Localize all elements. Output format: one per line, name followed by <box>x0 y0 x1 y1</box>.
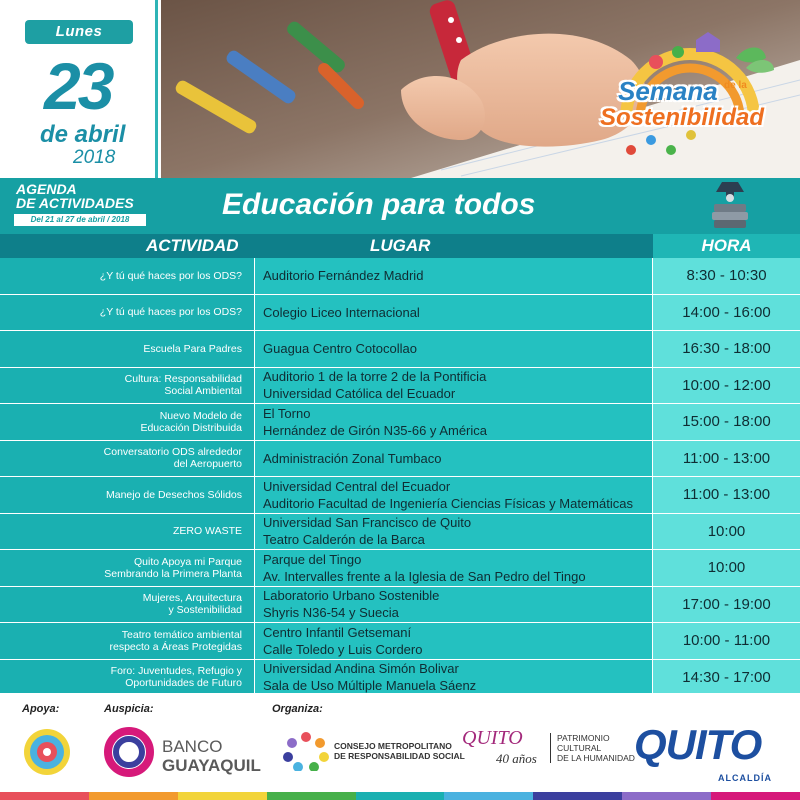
table-row <box>0 441 800 478</box>
agenda-line2: DE ACTIVIDADES <box>16 195 134 211</box>
banco-label: BANCO <box>162 737 223 756</box>
location-line: El Torno <box>263 405 311 421</box>
books-icon <box>704 178 756 234</box>
table-row <box>0 660 800 697</box>
activity-line: Cultura: Responsabilidad <box>124 373 242 386</box>
activity-cell <box>0 331 254 367</box>
activity-line: Social Ambiental <box>164 385 242 398</box>
table-row <box>0 368 800 405</box>
activity-line: y Sostenibilidad <box>168 604 242 617</box>
activities-table <box>0 234 800 696</box>
page-title: Educación para todos <box>222 188 536 221</box>
activity-line: Foro: Juventudes, Refugio y <box>110 665 242 678</box>
location-line: Teatro Calderón de la Barca <box>263 532 425 548</box>
semana-sostenibilidad-badge <box>596 18 784 138</box>
location-line: Parque del Tingo <box>263 551 362 567</box>
location-cell <box>255 258 652 294</box>
location-line: Auditorio Fernández Madrid <box>263 268 424 284</box>
footer <box>0 693 800 800</box>
activity-line: Quito Apoya mi Parque <box>134 555 242 568</box>
location-line: Universidad Central del Ecuador <box>263 478 451 494</box>
location-cell <box>255 660 652 696</box>
time-cell: 8:30 - 10:30 <box>653 258 800 294</box>
activity-line: Escuela Para Padres <box>143 342 242 355</box>
time-cell: 14:30 - 17:00 <box>653 660 800 696</box>
patrimonio-label <box>550 733 635 763</box>
activity-line: respecto a Áreas Protegidas <box>109 640 242 653</box>
activity-line: Manejo de Desechos Sólidos <box>106 488 242 501</box>
guayaquil-label: GUAYAQUIL <box>162 756 261 775</box>
activity-cell <box>0 441 254 477</box>
location-cell <box>255 331 652 367</box>
day-number: 23 <box>44 49 112 123</box>
activity-cell <box>0 258 254 294</box>
activity-cell <box>0 368 254 404</box>
consejo-metropolitano-logo-icon <box>282 731 330 771</box>
activity-line: Oportunidades de Futuro <box>125 677 242 690</box>
location-cell <box>255 477 652 513</box>
time-cell: 10:00 <box>653 550 800 586</box>
time-cell: 15:00 - 18:00 <box>653 404 800 440</box>
location-line: Auditorio Facultad de Ingeniería Ciencias Físicas y Matemáticas <box>263 495 633 511</box>
table-row <box>0 623 800 660</box>
quito-40-anos: 40 años <box>496 751 537 766</box>
location-line: Auditorio 1 de la torre 2 de la Pontificia <box>263 369 487 385</box>
time-cell: 11:00 - 13:00 <box>653 441 800 477</box>
time-cell: 17:00 - 19:00 <box>653 587 800 623</box>
location-line: Sala de Uso Múltiple Manuela Sáenz <box>263 678 477 694</box>
banco-guayaquil-logo-icon <box>104 727 154 777</box>
location-line: Guagua Centro Cotocollao <box>263 341 417 357</box>
activity-line: Educación Distribuida <box>140 421 242 434</box>
table-row <box>0 258 800 295</box>
year: 2018 <box>73 147 116 168</box>
location-line: Universidad San Francisco de Quito <box>263 515 472 531</box>
organiza-label: Organiza: <box>272 703 323 715</box>
patrimonio-line3: DE LA HUMANIDAD <box>557 753 635 763</box>
time-cell: 16:30 - 18:00 <box>653 331 800 367</box>
day-name: Lunes <box>25 20 133 44</box>
quito-alcaldia-logo-text: QUITO <box>634 721 762 768</box>
header <box>0 0 800 178</box>
column-header-actividad: ACTIVIDAD <box>146 236 239 255</box>
location-line: Shyris N36-54 y Suecia <box>263 605 399 621</box>
location-line: Hernández de Girón N35-66 y América <box>263 422 488 438</box>
table-row <box>0 404 800 441</box>
consejo-label <box>334 741 465 761</box>
location-line: Laboratorio Urbano Sostenible <box>263 588 440 604</box>
apoya-label: Apoya: <box>22 703 60 715</box>
auspicia-label: Auspicia: <box>104 703 154 715</box>
ocio-sere-logo-icon <box>22 727 72 777</box>
activity-cell <box>0 514 254 550</box>
activity-line: ZERO WASTE <box>172 525 242 538</box>
location-line: Colegio Liceo Internacional <box>263 304 420 320</box>
activity-cell <box>0 550 254 586</box>
location-cell <box>255 404 652 440</box>
table-row <box>0 331 800 368</box>
activity-line: ¿Y tú qué haces por los ODS? <box>99 269 242 282</box>
table-row <box>0 295 800 332</box>
patrimonio-line2: CULTURAL <box>557 743 602 753</box>
month: de abril <box>40 121 126 148</box>
activity-line: Teatro temático ambiental <box>121 628 242 641</box>
consejo-line2: DE RESPONSABILIDAD SOCIAL <box>334 751 465 761</box>
location-line: Administración Zonal Tumbaco <box>263 450 442 466</box>
patrimonio-line1: PATRIMONIO <box>557 733 610 743</box>
activity-line: Mujeres, Arquitectura <box>142 592 242 605</box>
activity-cell <box>0 623 254 659</box>
location-cell <box>255 441 652 477</box>
activity-line: Conversatorio ODS alrededor <box>103 446 242 459</box>
consejo-line1: CONSEJO METROPOLITANO <box>334 741 452 751</box>
location-cell <box>255 368 652 404</box>
time-cell: 10:00 <box>653 514 800 550</box>
location-cell <box>255 514 652 550</box>
location-line: Calle Toledo y Luis Cordero <box>263 641 423 657</box>
location-cell <box>255 587 652 623</box>
quito-40-logo-text: QUITO <box>462 727 523 749</box>
activity-line: ¿Y tú qué haces por los ODS? <box>99 306 242 319</box>
activity-cell <box>0 295 254 331</box>
activity-line: Nuevo Modelo de <box>159 409 242 422</box>
table-body <box>0 258 800 696</box>
activity-line: Sembrando la Primera Planta <box>104 567 242 580</box>
table-row <box>0 477 800 514</box>
agenda-banner <box>0 178 800 234</box>
agenda-date-range: Del 21 al 27 de abril / 2018 <box>14 214 146 226</box>
activity-cell <box>0 660 254 696</box>
activity-cell <box>0 587 254 623</box>
table-row <box>0 514 800 551</box>
table-row <box>0 550 800 587</box>
alcaldia-label: ALCALDÍA <box>718 773 772 783</box>
time-cell: 10:00 - 12:00 <box>653 368 800 404</box>
column-header-lugar: LUGAR <box>370 236 431 255</box>
time-cell: 10:00 - 11:00 <box>653 623 800 659</box>
column-header-hora: HORA <box>653 234 800 258</box>
location-cell <box>255 295 652 331</box>
color-stripe <box>0 792 800 800</box>
location-line: Universidad Católica del Ecuador <box>263 386 456 402</box>
location-line: Centro Infantil Getsemaní <box>263 624 412 640</box>
time-cell: 14:00 - 16:00 <box>653 295 800 331</box>
badge-title-line2: Sostenibilidad <box>600 104 765 131</box>
table-header <box>0 234 800 258</box>
location-cell <box>255 550 652 586</box>
badge-title-de: de la <box>724 80 747 91</box>
activity-cell <box>0 404 254 440</box>
agenda-label <box>16 182 134 210</box>
location-line: Av. Intervalles frente a la Iglesia de San Pedro del Tingo <box>263 568 586 584</box>
badge-title-line1: Semana <box>618 76 718 106</box>
location-cell <box>255 623 652 659</box>
location-line: Universidad Andina Simón Bolivar <box>263 661 459 677</box>
activity-cell <box>0 477 254 513</box>
table-row <box>0 587 800 624</box>
date-panel <box>0 0 158 178</box>
agenda-line1: AGENDA <box>16 181 77 197</box>
activity-line: del Aeropuerto <box>173 458 242 471</box>
time-cell: 11:00 - 13:00 <box>653 477 800 513</box>
